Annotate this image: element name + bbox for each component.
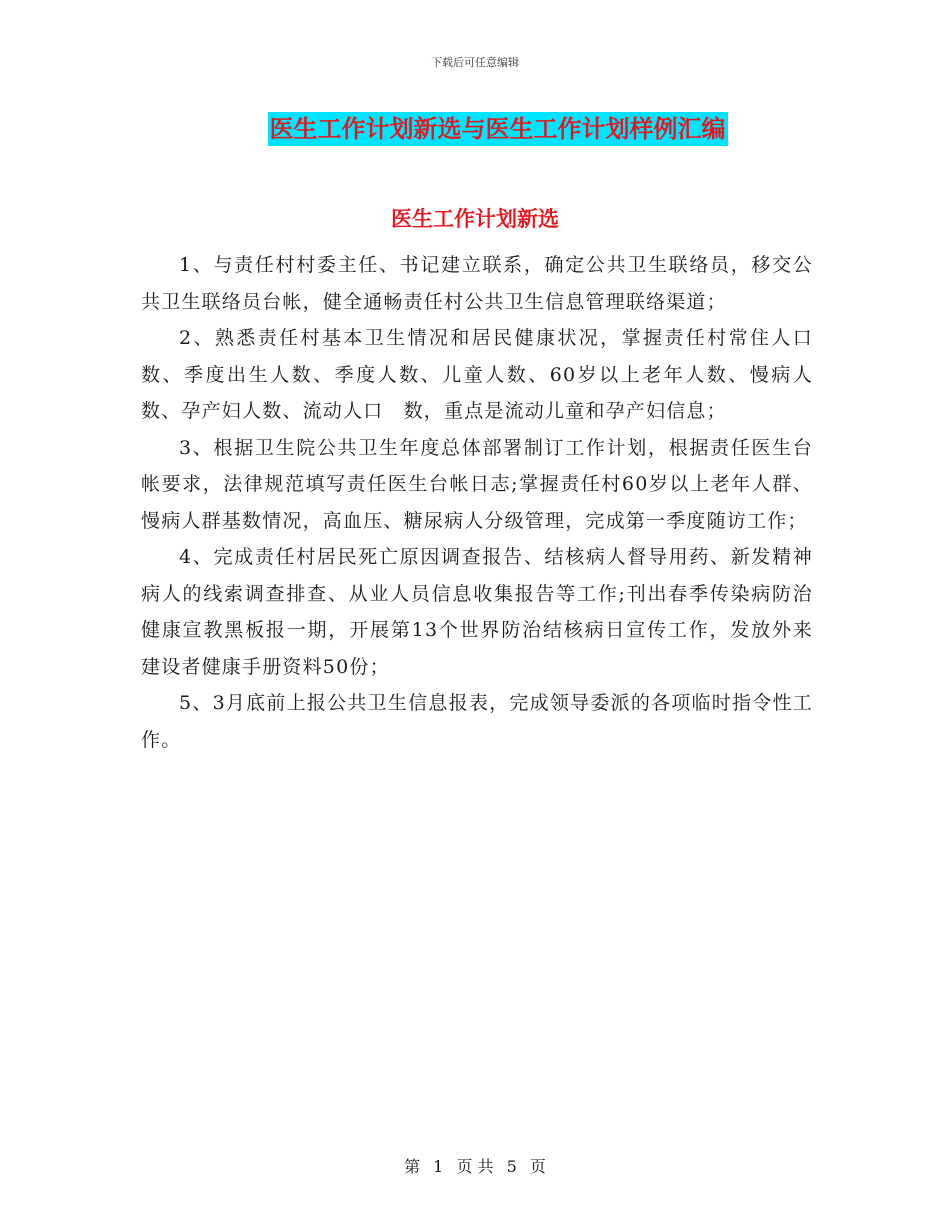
doc-title: 医生工作计划新选与医生工作计划样例汇编 [268,112,728,146]
footer-prefix: 第 [404,1157,421,1176]
paragraph-4: 4、完成责任村居民死亡原因调查报告、结核病人督导用药、新发精神病人的线索调查排查、从业人员信息收集报告等工作;刊出春季传染病防治健康宣教黑板报一期，开展第13个世界防治结核病日宣传工作，发放外来建设者健康手册资料50份； [141,546,813,678]
paragraph-2: 2、熟悉责任村基本卫生情况和居民健康状况，掌握责任村常住人口数、季度出生人数、季度人数、儿童人数、60岁以上老年人数、慢病人数、孕产妇人数、流动人口 数，重点是流动儿童和孕产妇信息； [141,327,813,422]
paragraph-1: 1、与责任村村委主任、书记建立联系，确定公共卫生联络员，移交公共卫生联络员台帐，健全通畅责任村公共卫生信息管理联络渠道； [141,254,813,313]
footer-total-pages: 5 [506,1157,517,1176]
paragraph-5: 5、3月底前上报公共卫生信息报表，完成领导委派的各项临时指令性工作。 [141,692,813,751]
body-text [141,247,813,758]
footer-suffix: 页 [529,1157,546,1176]
footer-current-page: 1 [433,1157,444,1176]
section-title: 医生工作计划新选 [391,207,559,231]
header-note: 下载后可任意编辑 [431,56,519,69]
doc-title-container [0,112,950,146]
paragraph-3: 3、根据卫生院公共卫生年度总体部署制订工作计划，根据责任医生台帐要求，法律规范填写责任医生台帐日志;掌握责任村60岁以上老年人群、慢病人群基数情况，高血压、糖尿病人分级管理，完成第一季度随访工作； [141,436,813,532]
page-footer [0,1154,950,1177]
footer-middle: 页 共 [456,1157,494,1176]
